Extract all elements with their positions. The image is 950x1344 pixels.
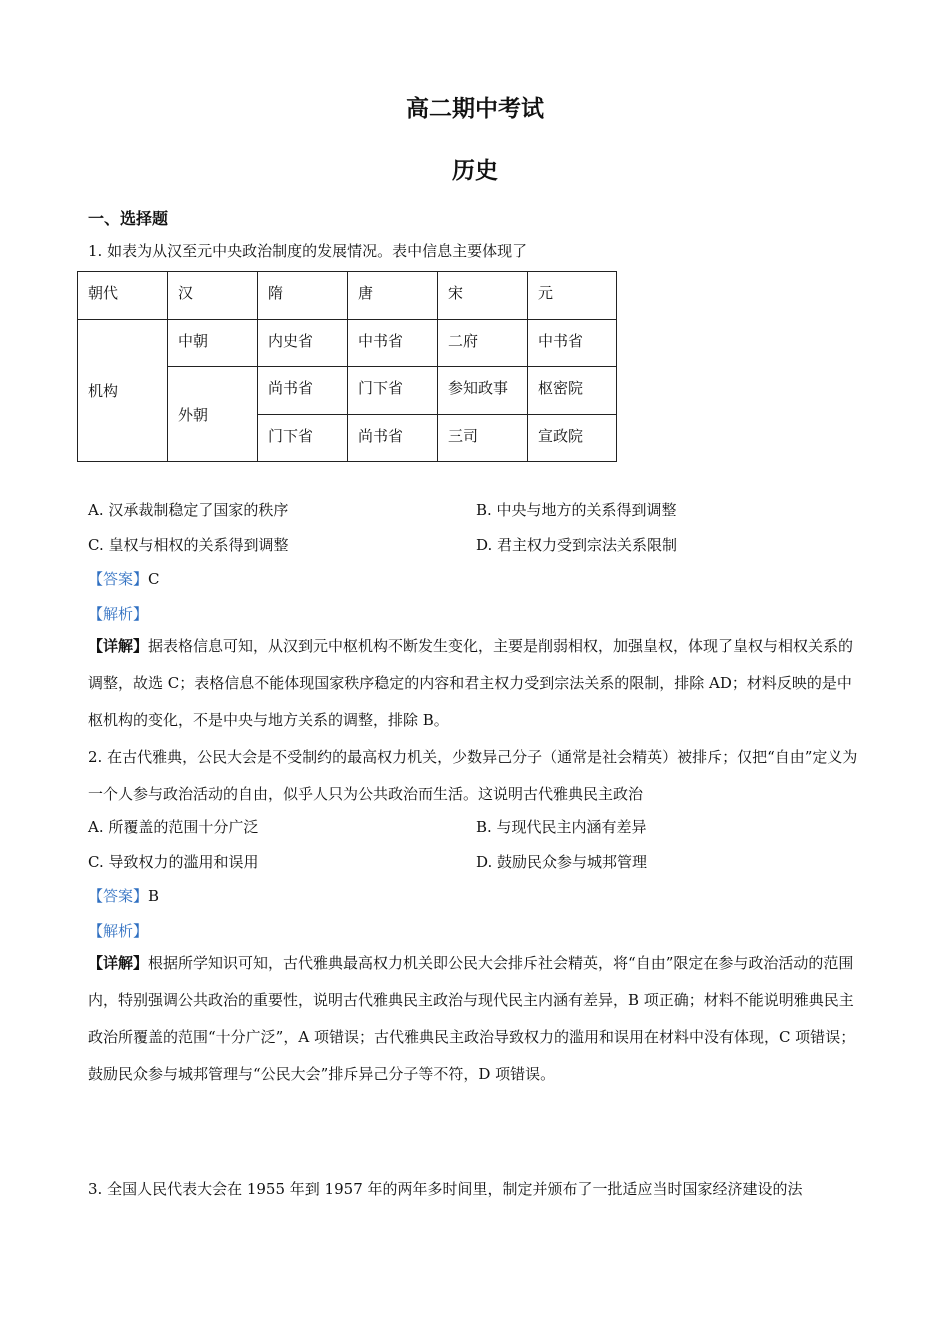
detail-label: 【详解】 [88,637,149,655]
table-cell: 中书省 [348,320,438,367]
table-cell: 门下省 [348,367,438,415]
table-cell: 参知政事 [438,367,528,415]
table-cell: 中书省 [528,320,617,367]
table-cell: 隋 [258,272,348,320]
q1-option-b[interactable]: B. 中央与地方的关系得到调整 [476,501,677,519]
table-cell: 尚书省 [258,367,348,415]
q1-stem: 1. 如表为从汉至元中央政治制度的发展情况。表中信息主要体现了 [88,242,528,260]
table-row [78,320,617,367]
q2-option-a[interactable]: A. 所覆盖的范围十分广泛 [88,818,259,836]
q2-stem: 2. 在古代雅典，公民大会是不受制约的最高权力机关，少数异己分子（通常是社会精英）被排斥；仅把“自由”定义为一个人参与政治活动的自由，似乎人只为公共政治而生活。这说明古代雅典民主政治 [88,748,858,803]
table-cell: 宋 [438,272,528,320]
table-cell: 唐 [348,272,438,320]
table-cell: 枢密院 [528,367,617,415]
table-cell: 朝代 [78,272,168,320]
answer-label: 【答案】 [88,570,149,588]
q3-stem: 3. 全国人民代表大会在 1955 年到 1957 年的两年多时间里，制定并颁布了一批适应当时国家经济建设的法 [88,1180,803,1198]
q1-option-d[interactable]: D. 君主权力受到宗法关系限制 [476,536,678,554]
q1-detail [88,628,860,739]
q1-answer [88,569,160,589]
section-heading: 一、选择题 [88,209,169,228]
table-cell-row-label: 机构 [78,320,168,462]
table-cell: 门下省 [258,415,348,462]
answer-value: C [148,570,160,588]
detail-text: 据表格信息可知，从汉到元中枢机构不断发生变化，主要是削弱相权，加强皇权，体现了皇权与相权关系的调整，故选 C；表格信息不能体现国家秩序稳定的内容和君主权力受到宗法关系的限制，排除 AD；材料反映的是中枢机构的变化，不是中央与地方关系的调整，排除 B。 [88,637,854,729]
table-cell: 三司 [438,415,528,462]
answer-value: B [148,887,160,905]
subject-title: 历史 [452,158,498,184]
q2-answer [88,886,159,906]
q2-detail [88,945,860,1093]
detail-label: 【详解】 [88,954,149,972]
table-cell: 尚书省 [348,415,438,462]
exam-title: 高二期中考试 [406,96,544,122]
table-cell: 内史省 [258,320,348,367]
table-cell: 汉 [168,272,258,320]
q1-analysis-label: 【解析】 [88,605,149,623]
q2-analysis-label: 【解析】 [88,922,149,940]
q2-option-d[interactable]: D. 鼓励民众参与城邦管理 [476,853,648,871]
table-cell: 元 [528,272,617,320]
table-cell: 宣政院 [528,415,617,462]
q2-option-c[interactable]: C. 导致权力的滥用和误用 [88,853,259,871]
table-cell: 外朝 [168,367,258,462]
q1-option-c[interactable]: C. 皇权与相权的关系得到调整 [88,536,289,554]
answer-label: 【答案】 [88,887,149,905]
detail-text: 根据所学知识可知，古代雅典最高权力机关即公民大会排斥社会精英，将“自由”限定在参与政治活动的范围内，特别强调公共政治的重要性，说明古代雅典民主政治与现代民主内涵有差异，B 项正确；材料不能说明雅典民主政治所覆盖的范围“十分广泛”，A 项错误；古代雅典民主政治导致权力的滥用和误用在材料中没有体现，C 项错误；鼓励民众参与城邦管理与“公民大会”排斥异己分子等不符，D 项错误。 [88,954,856,1083]
q2-option-b[interactable]: B. 与现代民主内涵有差异 [476,818,647,836]
q1-option-a[interactable]: A. 汉承裁制稳定了国家的秩序 [88,501,289,519]
table-header-row [78,272,617,320]
table-cell: 二府 [438,320,528,367]
table-cell: 中朝 [168,320,258,367]
dynasty-table [77,271,617,462]
